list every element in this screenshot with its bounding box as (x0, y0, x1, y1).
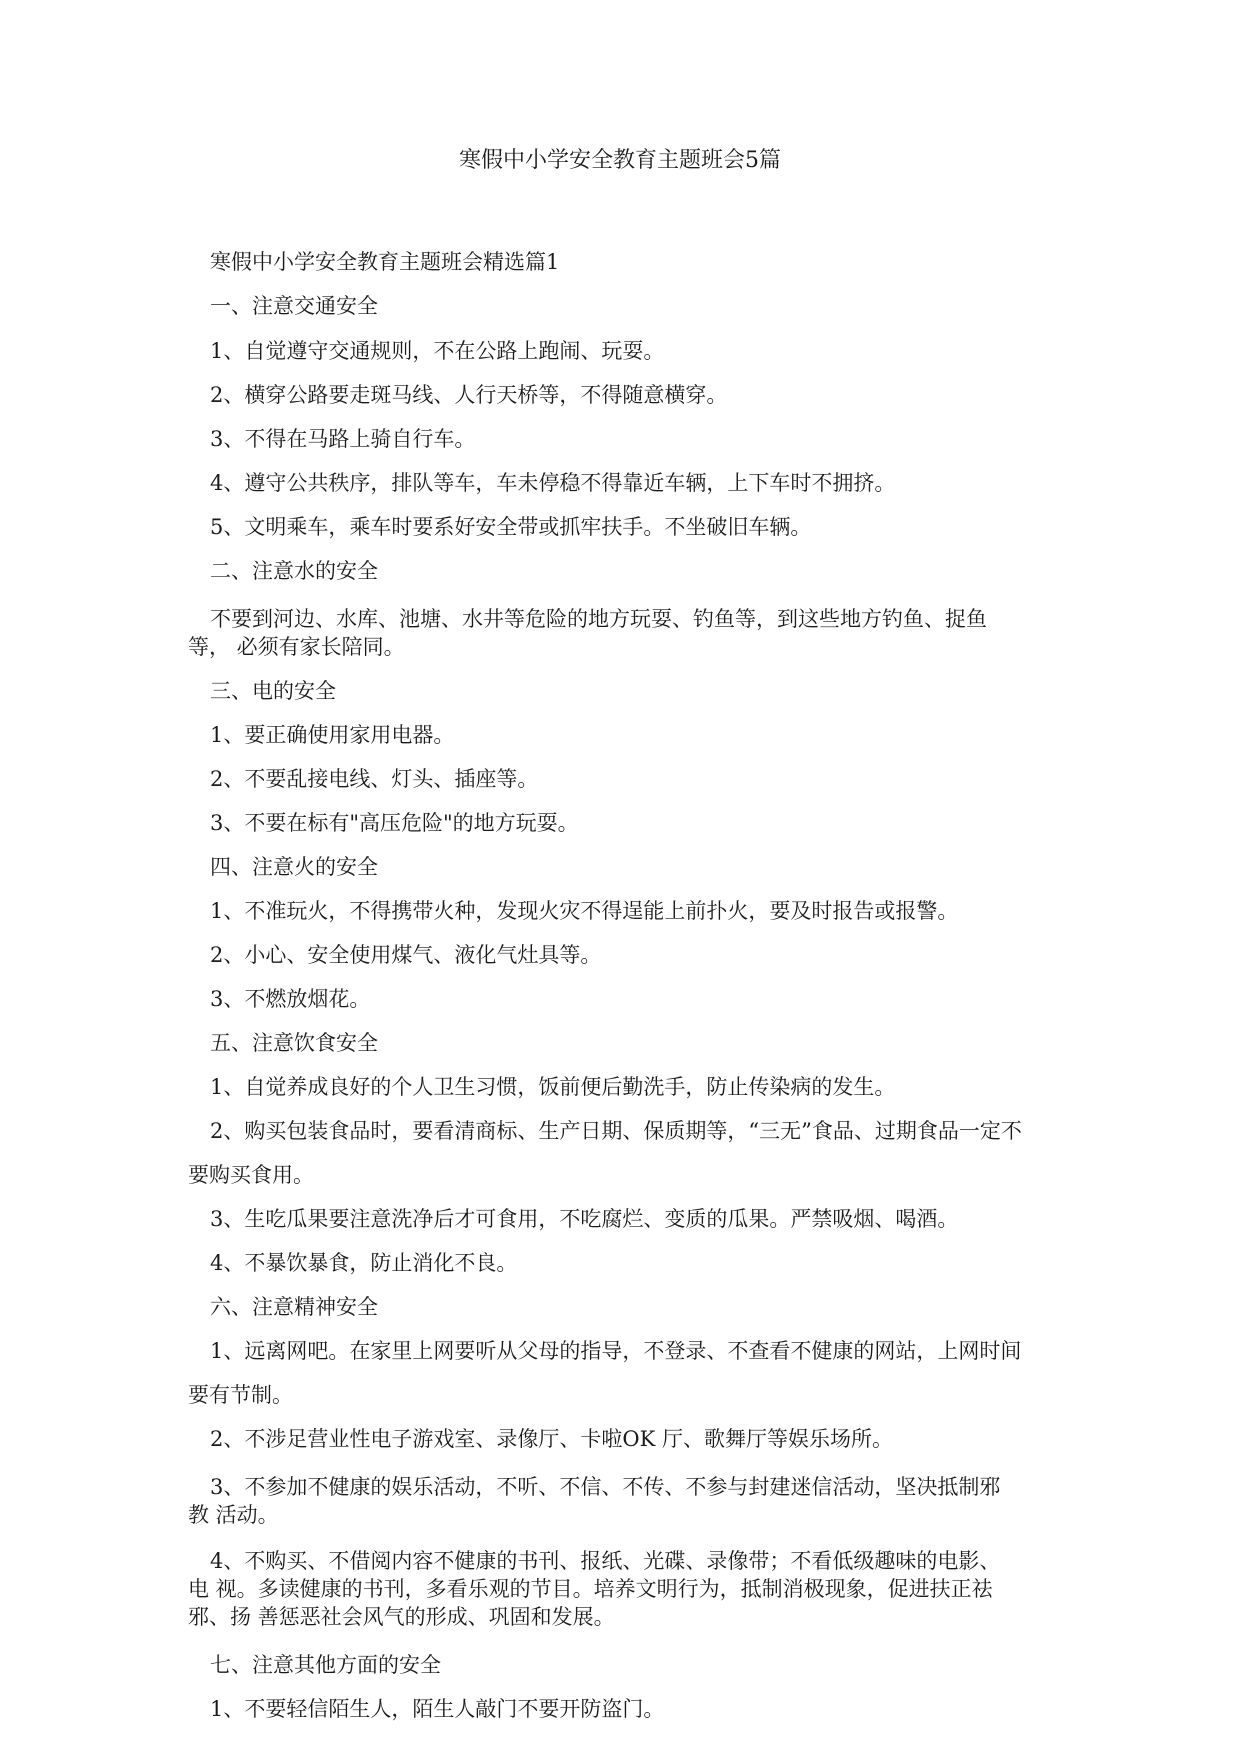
paragraph: 1、不要轻信陌生人，陌生人敲门不要开防盗门。 (210, 1697, 665, 1721)
section-heading: 六、注意精神安全 (210, 1295, 378, 1319)
paragraph: 3、不参加不健康的娱乐活动，不听、不信、不传、不参与封建迷信活动，坚决抵制邪 (210, 1475, 1001, 1499)
paragraph: 4、不购买、不借阅内容不健康的书刊、报纸、光碟、录像带；不看低级趣味的电影、 (210, 1549, 1001, 1573)
paragraph: 2、不要乱接电线、灯头、插座等。 (210, 767, 539, 791)
paragraph: 不要到河边、水库、池塘、水井等危险的地方玩耍、钓鱼等，到这些地方钓鱼、捉鱼 (210, 607, 987, 631)
paragraph: 3、生吃瓜果要注意洗净后才可食用，不吃腐烂、变质的瓜果。严禁吸烟、喝酒。 (210, 1207, 959, 1231)
paragraph: 4、遵守公共秩序，排队等车，车未停稳不得靠近车辆，上下车时不拥挤。 (210, 471, 896, 495)
paragraph: 1、自觉遵守交通规则，不在公路上跑闹、玩耍。 (210, 339, 665, 363)
paragraph: 2、小心、安全使用煤气、液化气灶具等。 (210, 943, 602, 967)
paragraph: 2、购买包装食品时，要看清商标、生产日期、保质期等，“三无”食品、过期食品一定不 (210, 1119, 1022, 1143)
paragraph: 教 活动。 (188, 1503, 279, 1527)
paragraph: 1、远离网吧。在家里上网要听从父母的指导，不登录、不查看不健康的网站，上网时间 (210, 1339, 1022, 1363)
paragraph: 5、文明乘车，乘车时要系好安全带或抓牢扶手。不坐破旧车辆。 (210, 515, 812, 539)
paragraph: 1、要正确使用家用电器。 (210, 723, 455, 747)
paragraph: 3、不要在标有"高压危险"的地方玩耍。 (210, 811, 579, 835)
section-heading: 三、电的安全 (210, 679, 336, 703)
paragraph: 邪、扬 善惩恶社会风气的形成、巩固和发展。 (188, 1605, 615, 1629)
paragraph: 3、不得在马路上骑自行车。 (210, 427, 476, 451)
paragraph: 3、不燃放烟花。 (210, 987, 371, 1011)
paragraph: 1、自觉养成良好的个人卫生习惯，饭前便后勤洗手，防止传染病的发生。 (210, 1075, 896, 1099)
paragraph: 1、不准玩火，不得携带火种，发现火灾不得逞能上前扑火，要及时报告或报警。 (210, 899, 959, 923)
section-heading: 寒假中小学安全教育主题班会精选篇1 (210, 250, 560, 274)
paragraph: 2、不涉足营业性电子游戏室、录像厅、卡啦OK 厅、歌舞厅等娱乐场所。 (210, 1427, 893, 1451)
paragraph: 等， 必须有家长陪同。 (188, 635, 405, 659)
section-heading: 四、注意火的安全 (210, 855, 378, 879)
section-heading: 七、注意其他方面的安全 (210, 1653, 441, 1677)
paragraph: 电 视。多读健康的书刊，多看乐观的节目。培养文明行为，抵制消极现象，促进扶正祛 (188, 1577, 993, 1601)
paragraph: 要购买食用。 (188, 1163, 314, 1187)
paragraph: 2、横穿公路要走斑马线、人行天桥等，不得随意横穿。 (210, 383, 728, 407)
document-title: 寒假中小学安全教育主题班会5篇 (459, 148, 781, 173)
section-heading: 二、注意水的安全 (210, 559, 378, 583)
paragraph: 4、不暴饮暴食，防止消化不良。 (210, 1251, 518, 1275)
paragraph: 要有节制。 (188, 1383, 293, 1407)
section-heading: 五、注意饮食安全 (210, 1031, 378, 1055)
section-heading: 一、注意交通安全 (210, 294, 378, 318)
